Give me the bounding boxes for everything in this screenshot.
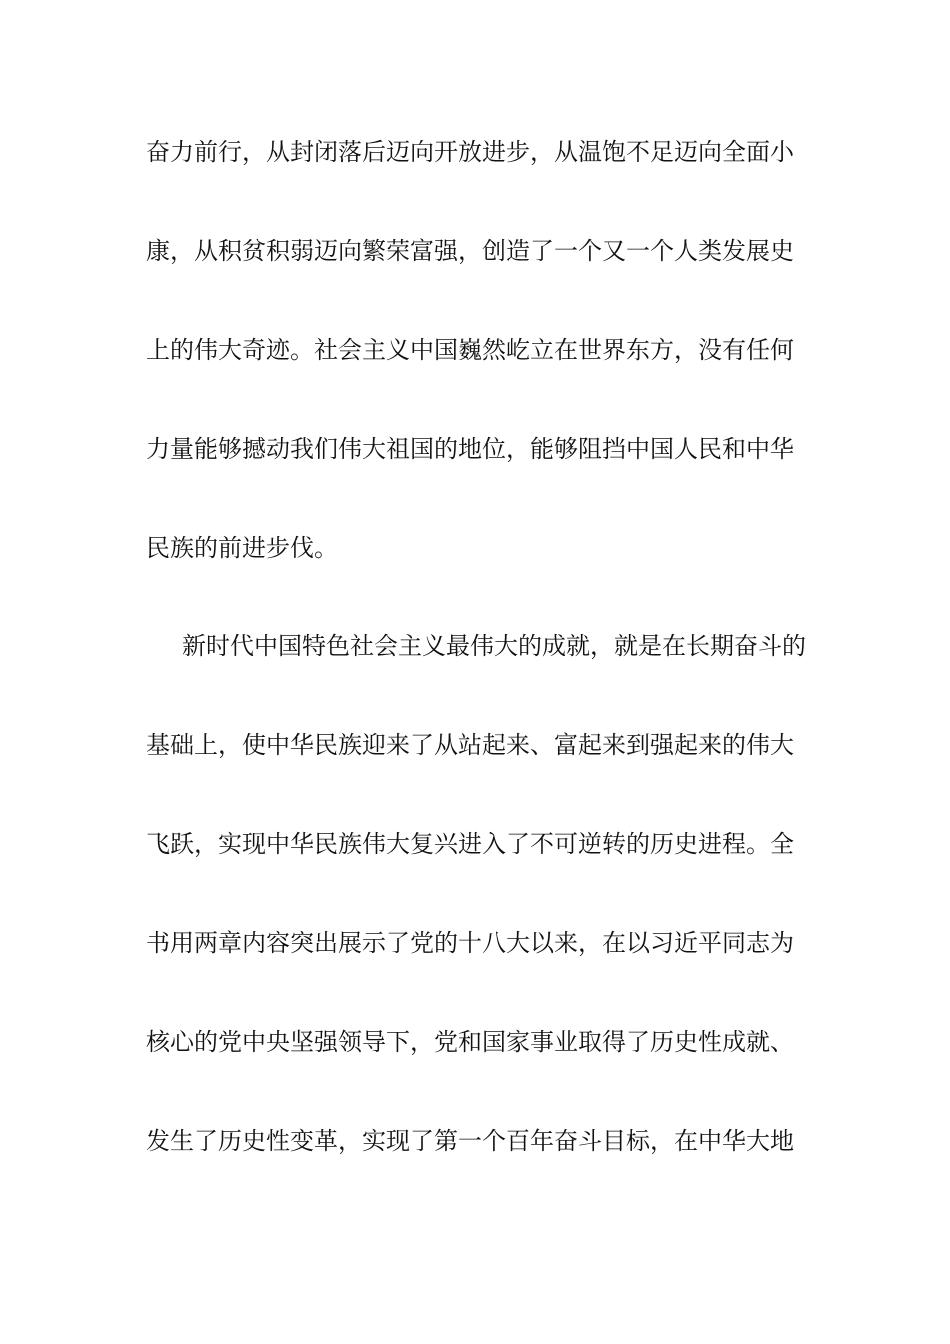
paragraph-line: 康，从积贫积弱迈向繁荣富强，创造了一个又一个人类发展史 [146,237,794,265]
paragraph-line: 基础上，使中华民族迎来了从站起来、富起来到强起来的伟大 [146,731,794,759]
paragraph-line: 发生了历史性变革，实现了第一个百年奋斗目标，在中华大地 [146,1127,794,1155]
paragraph-line: 飞跃，实现中华民族伟大复兴进入了不可逆转的历史进程。全 [146,830,794,858]
paragraph-line: 新时代中国特色社会主义最伟大的成就，就是在长期奋斗的 [182,632,806,660]
paragraph-line: 奋力前行，从封闭落后迈向开放进步，从温饱不足迈向全面小 [146,138,794,166]
paragraph-line: 书用两章内容突出展示了党的十八大以来，在以习近平同志为 [146,929,794,957]
paragraph-line: 民族的前进步伐。 [146,534,338,562]
paragraph-line: 上的伟大奇迹。社会主义中国巍然屹立在世界东方，没有任何 [146,336,794,364]
paragraph-line: 核心的党中央坚强领导下，党和国家事业取得了历史性成就、 [146,1028,794,1056]
paragraph-line: 力量能够撼动我们伟大祖国的地位，能够阻挡中国人民和中华 [146,435,794,463]
